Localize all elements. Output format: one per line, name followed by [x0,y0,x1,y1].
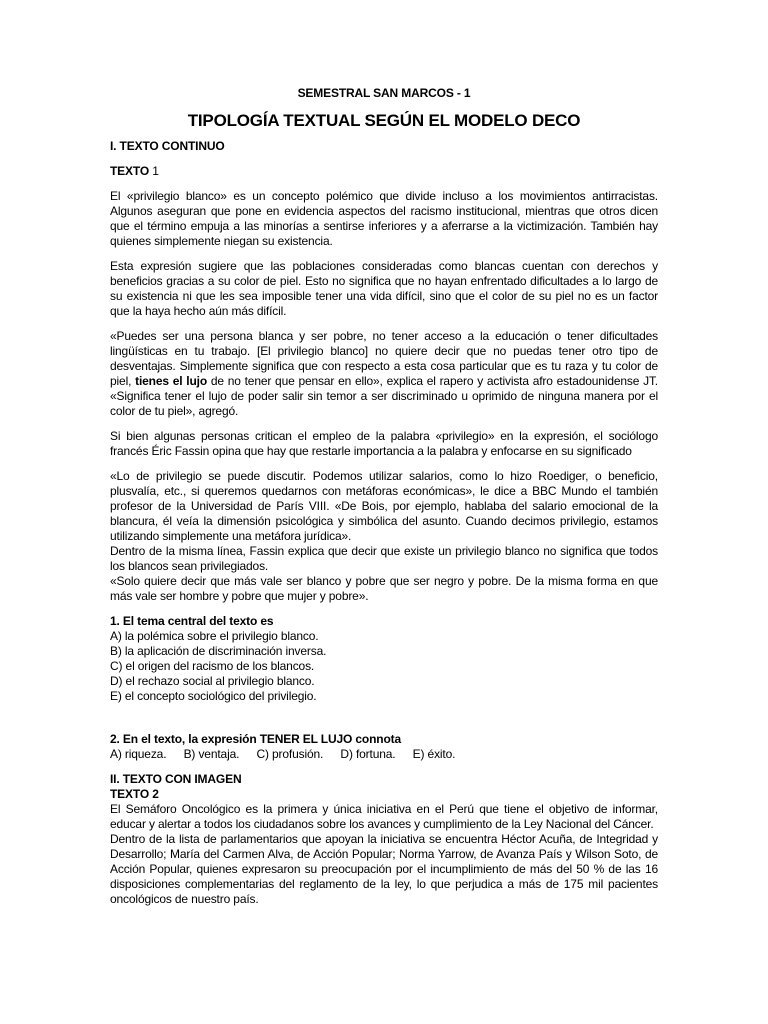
question1-options [110,629,658,704]
question2-options [110,747,658,762]
p3-emphasis: tienes el lujo [135,374,207,388]
text2-paragraph-1: El Semáforo Oncológico es la primera y única iniciativa en el Perú que tiene el objetivo de informar, educar y alertar a todos los ciudadanos sobre los avances y cumplimiento de la Ley Nacional del Cáncer. [110,802,658,831]
text2-paragraph-2: Dentro de la lista de parlamentarios que apoyan la iniciativa se encuentra Héctor Acuña, de Integridad y Desarrollo; María del Carmen Alva, de Acción Popular; Norma Yarrow, de Avanza País y Wilson Soto, de Acción Popular, quienes expresaron su preocupación por el incumplimiento de más del 50 % de las 16 disposiciones complementarias del reglamento de la ley, lo que perjudica a más de 175 mil pacientes oncológicos de nuestro país. [110,832,658,906]
question2-option-a: A) riqueza. [110,747,167,761]
question2-title: 2. En el texto, la expresión TENER EL LUJO connota [110,732,402,746]
section1-heading: I. TEXTO CONTINUO [110,139,225,153]
question2-option-c: C) profusión. [256,747,324,761]
text1-paragraph-2: Esta expresión sugiere que las poblaciones consideradas como blancas cuentan con derechos y beneficios gracias a su color de piel. Esto no significa que no hayan enfrentado dificultades a lo largo de su existencia ni que les sea imposible tener una vida difícil, sino que el color de su piel no es un factor que la haya hecho aún más difícil. [110,259,658,318]
text1-paragraph-4: Si bien algunas personas critican el empleo de la palabra «privilegio» en la expresión, el sociólogo francés Éric Fassin opina que hay que restarle importancia a la palabra y enfocarse en su significado [110,429,658,458]
question2-option-b: B) ventaja. [183,747,240,761]
text1-paragraph-3 [110,329,658,419]
p3-part-c: de no tener que pensar en ello», explica el rapero y activista afro estadounidense JT. «Significa tener el lujo de poder salir sin temor a ser discriminado u oprimido de ninguna manera por el color de tu piel», agregó. [110,374,658,418]
question1-option-e: E) el concepto sociológico del privilegio. [110,689,317,703]
spacer [110,714,658,732]
text1-paragraph-1: El «privilegio blanco» es un concepto polémico que divide incluso a los movimientos antirracistas. Algunos aseguran que pone en evidencia aspectos del racismo institucional, mientras que otros dicen que el término empuja a las minorías a sentirse inferiores y a aferrarse a la victimización. También hay quienes simplemente niegan su existencia. [110,189,658,248]
question1-option-d: D) el rechazo social al privilegio blanco. [110,674,315,688]
question1-option-c: C) el origen del racismo de los blancos. [110,659,315,673]
text1-paragraph-6: Dentro de la misma línea, Fassin explica que decir que existe un privilegio blanco no significa que todos los blancos sean privilegiados. [110,544,658,573]
text1-paragraph-5: «Lo de privilegio se puede discutir. Podemos utilizar salarios, como lo hizo Roediger, o beneficio, plusvalía, etc., si queremos quedarnos con metáforas económicas», le dice a BBC Mundo el también profesor de la Universidad de París VIII. «De Bois, por ejemplo, hablaba del salario emocional de la blancura, él veía la dimensión psicológica y simbólica del asunto. Cuando decimos privilegio, estamos utilizando simplemente una metáfora jurídica». [110,469,658,543]
text1-label-word: TEXTO [110,164,150,178]
document-title: TIPOLOGÍA TEXTUAL SEGÚN EL MODELO DECO [187,111,581,130]
document-header: SEMESTRAL SAN MARCOS - 1 [297,86,471,100]
p3-part-a: «Puedes ser una persona blanca y ser pobre, no tener acceso a la educación o tener dificultades lingüísticas en tu trabajo. [El privilegio blanco] no quiere decir que no puedas tener otro tipo de desventajas. Simplemente significa que con respecto a esta cosa particular que es tu raza y tu color de piel, [110,329,658,388]
text1-label [110,164,658,179]
question2-option-d: D) fortuna. [340,747,396,761]
text1-paragraph-7: «Solo quiere decir que más vale ser blanco y pobre que ser negro y pobre. De la misma forma en que más vale ser hombre y pobre que mujer y pobre». [110,574,658,603]
question1-option-a: A) la polémica sobre el privilegio blanco. [110,629,319,643]
question2-option-e: E) éxito. [412,747,456,761]
section2-heading: II. TEXTO CON IMAGEN [110,772,242,786]
question1-option-b: B) la aplicación de discriminación inversa. [110,644,327,658]
text1-label-number: 1 [152,164,159,178]
text2-label: TEXTO 2 [110,787,159,801]
question1-title: 1. El tema central del texto es [110,614,274,628]
